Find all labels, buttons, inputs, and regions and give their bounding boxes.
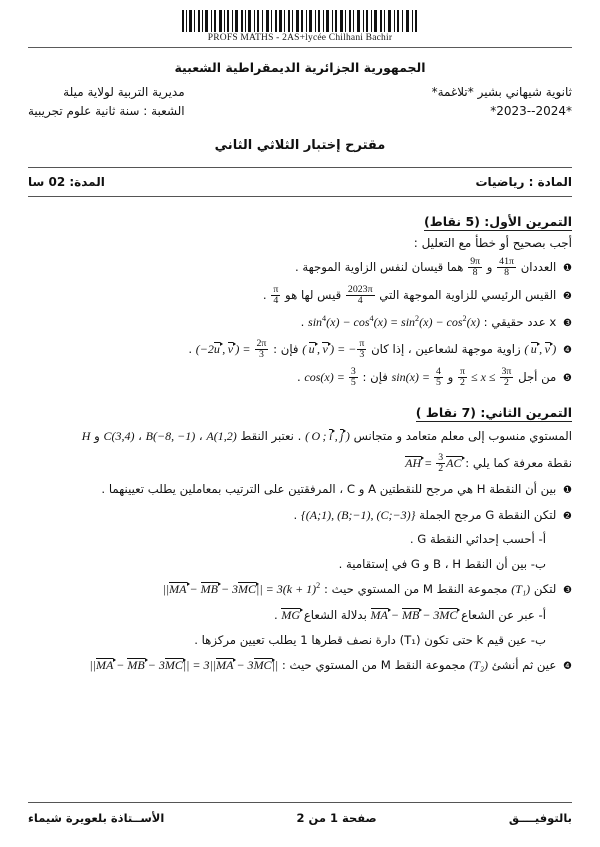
exercise1-heading [28,214,572,229]
fraction-41pi-over-8 [496,257,517,278]
item-marker: ❺ [563,373,572,385]
frac-numerator: 41π [499,255,514,267]
item-marker: ❹ [563,661,572,673]
exercise2-item-2b [28,556,572,574]
sep-3: و [94,429,100,444]
item-marker: ❷ [563,510,572,522]
fraction-9pi-over-8 [467,257,483,278]
item-text-b: . [293,507,298,522]
exam-title: مقترح إختبار الثلاثي الثاني [214,137,386,153]
angle-uv-pair: ( u , v ) [524,341,557,356]
point-a: A(1,2) [206,429,237,444]
sep-2: ، [138,429,142,444]
item-text-a: من أجل [518,370,557,385]
barcode-image [182,10,418,32]
frac-denominator: 4 [271,295,280,306]
sep-1: ، [198,429,203,444]
item-marker: أ- [538,532,546,547]
item-text-a: العددان [520,259,557,274]
exercise1-instruction: أجب بصحيح أو خطأ مع التعليل : [413,235,572,250]
item-text-a: لتكن النقطة G مرجح الجملة [419,507,557,522]
frac-denominator: 8 [468,267,482,278]
frac-numerator: 9π [470,255,481,267]
exercise2-item-2 [28,506,572,525]
branch-name: الشعبة : سنة ثانية علوم تجريبية [28,104,185,119]
point-c: C(3,4) [103,429,135,444]
duration-label: المدة: 02 سا [28,174,105,189]
item-text: أحسب إحداثي النقطة G . [409,532,535,547]
subject-divider [28,196,572,197]
exercise1-item-3 [28,313,572,332]
item-text-b: قيس لها هو [285,288,342,303]
item-marker: ❷ [563,291,572,303]
subject-label: المادة : رياضيات [475,174,572,189]
exercise2-item-3b [28,632,572,650]
fraction-pi-over-4 [270,285,281,306]
barcode-caption: PROFS MATHS - 2AS+lycée Chilhani Bachir [207,33,393,43]
item-text-c: . [188,341,193,356]
school-year: *2023--2024* [490,104,572,119]
equation-set-t1: ||MA − MB − $3MC|| = 3(k + 1)^2$ [162,581,321,597]
item-marker: ❶ [563,262,572,274]
page-footer [28,811,572,825]
item-marker: ب- [530,632,546,647]
barycentre-system: {(A;1), (B;−1), (C;−3)} [300,507,416,522]
footer-page-number: صفحة 1 من 2 [296,811,377,825]
header-school-column [432,83,572,122]
set-t2-label: (T₂) [469,658,489,673]
angle-uv-value: ( u , v ) = − $\frac{\pi}{3}$ [302,337,365,361]
equation-sin4-cos4: $\sin^4(x) - \cos^4(x) = \sin^2(x) - \cos^2(x)$ [308,314,480,330]
barcode-header [28,0,572,43]
exercise1-item-1 [28,257,572,278]
footer-divider [28,802,572,803]
exercise2-intro-relation [28,453,572,474]
item-text-c: . [262,288,267,303]
header-columns [28,83,572,122]
item-text-a: زاوية موجهة لشعاعين ، إذا كان [371,341,521,356]
item-text-c: هما قيسان لنفس الزاوية الموجهة . [294,259,464,274]
subject-row [28,168,572,196]
item-marker: ب- [530,556,546,571]
exercise2-item-3a [28,606,572,625]
range-inequality: $\frac{\pi}{2}$ ≤ x ≤ $\frac{3\pi}{2}$ [460,366,512,389]
point-b: B(−8, −1) [145,429,196,444]
exercise2-heading [28,405,572,420]
item-marker: ❸ [563,318,572,330]
intro-text-b: . نعتبر النقط [240,429,302,444]
coordinate-frame: ( O ; i , j ) [305,429,350,444]
vector-mg: MG [281,607,301,622]
item-marker: أ- [538,607,546,622]
exercise1-item-4 [28,339,572,360]
item-text: عين قيم k حتى تكون (T₁) دارة نصف قطرها 1 يطلب تعيين مركزها . [194,632,528,647]
footer-good-luck: بالتوفيــــق [508,811,572,825]
point-h: H [81,429,91,444]
frac-denominator: 8 [497,267,516,278]
intro-text-a: المستوي منسوب إلى معلم متعامد و متجانس [353,429,572,444]
item-text-b: فإن : [273,341,299,356]
intro-text-c: نقطة معرفة كما يلي : [465,455,572,470]
item-text-a: x عدد حقيقي : [483,315,557,330]
footer-teacher-name: الأســتاذة بلعويرة شيماء [28,811,165,825]
exercise2-item-2a [28,531,572,549]
directorate-name: مديرية التربية لولاية ميلة [63,85,185,99]
exercise2-intro [28,427,572,446]
item-text-b: و [447,370,454,385]
item-marker: ❸ [563,585,572,597]
item-text-a: لتكن [533,582,557,597]
item-text-b: و [486,259,493,274]
exercise1-item-5 [28,367,572,388]
item-text-d: . [296,370,301,385]
header-divider-top [28,47,572,48]
item-text-b: مجموعة النقط M من المستوي حيث : [281,658,466,673]
item-text-a: القيس الرئيسي للزاوية الموجهة التي [379,288,557,303]
exercise2-item-4 [28,656,572,675]
vector-expression-ma-mb-mc: MA − MB − 3MC [370,607,458,622]
item-marker: ❹ [563,344,572,356]
item-text-a: عين ثم أنشئ [491,658,557,673]
item-text: بين أن النقط B ، H و G في إستقامية . [338,556,528,571]
exercise2-item-3 [28,580,572,599]
item-text-c: . [300,315,305,330]
republic-title: الجمهورية الجزائرية الديمقراطية الشعبية [174,60,426,75]
equation-cos-x: cos(x) = $\frac{3}{5}$ [304,366,356,389]
set-t1-label: (T₁) [511,582,531,597]
item-text-a: عبر عن الشعاع [461,607,535,622]
frac-denominator: 4 [346,295,375,306]
item-marker: ❶ [563,485,572,497]
school-name: ثانوية شيهاني بشير *تلاغمة* [431,85,572,99]
item-text-b: بدلالة الشعاع [303,607,367,622]
header-directorate-column [28,83,185,122]
item-text-b: مجموعة النقط M من المستوي حيث : [323,582,508,597]
item-text-c: فإن : [362,370,388,385]
exercise2-heading-text: التمرين الثاني: (7 نقاط ) [415,405,572,421]
item-text-c: . [273,607,278,622]
equation-sin-x: sin(x) = $\frac{4}{5}$ [391,366,441,389]
item-text: بين أن النقطة H هي مرجح للنقطتين A و C ، المرفقتين على الترتيب بمعاملين يطلب تعيينهما . [101,482,557,497]
frac-numerator: 2023π [347,284,373,296]
exercise2-item-1 [28,481,572,499]
equation-set-t2: ||MA − MB − 3MC|| = 3||MA − 3MC|| [89,658,279,673]
vector-relation-ah-ac: AH = $\frac{3}{2}$ AC [405,451,462,475]
exercise1-item-2 [28,285,572,306]
fraction-2023pi-over-4 [345,285,376,306]
exercise1-heading-text: التمرين الأول: (5 نقاط) [424,213,572,229]
frac-numerator: π [273,284,279,296]
angle-minus2u-v-value: (−2u , v ) = $\frac{2\pi}{3}$ [195,337,267,361]
